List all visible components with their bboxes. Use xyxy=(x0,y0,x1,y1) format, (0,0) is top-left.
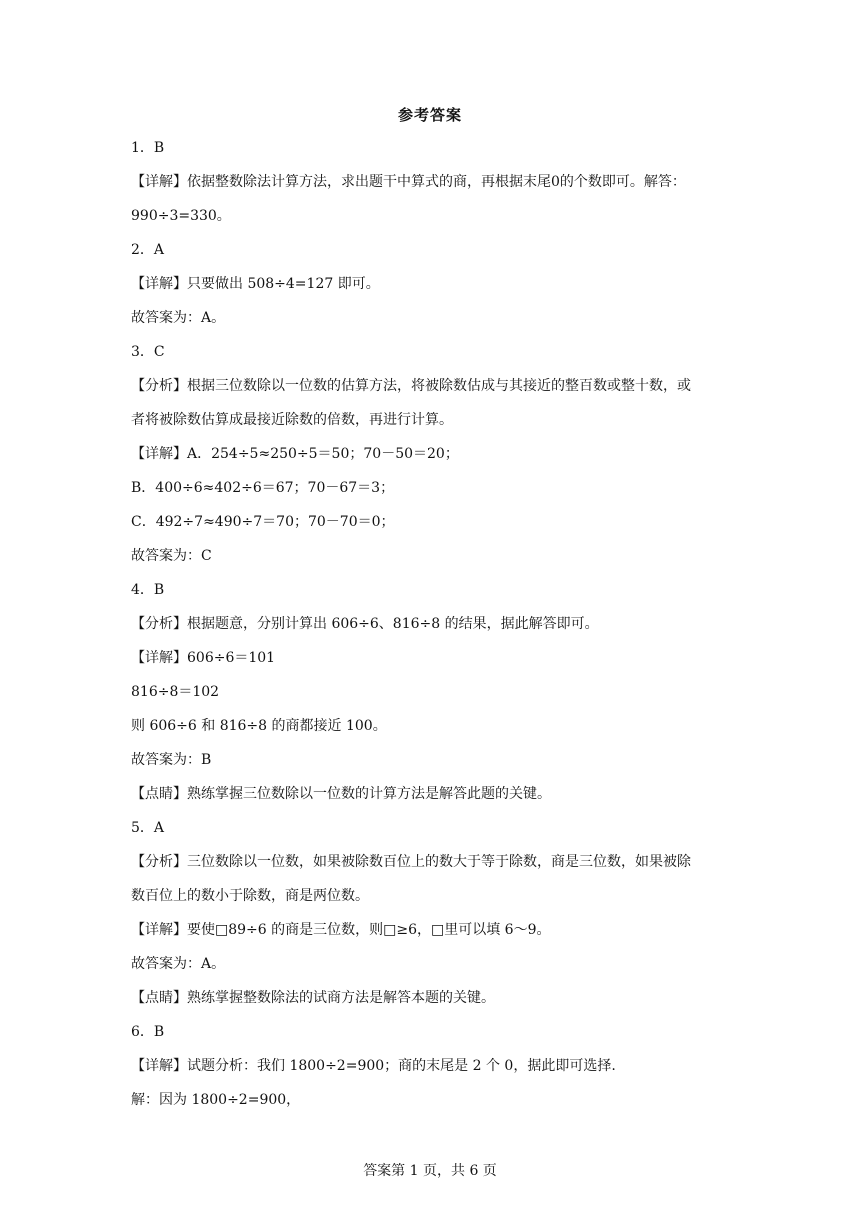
text-line: 【分析】根据题意，分别计算出 606÷6、816÷8 的结果，据此解答即可。 xyxy=(131,616,599,632)
text-line: 数百位上的数小于除数，商是两位数。 xyxy=(131,888,369,904)
text-line: 【详解】依据整数除法计算方法，求出题干中算式的商，再根据末尾0的个数即可。解答： xyxy=(131,174,686,190)
text-line: 6．B xyxy=(131,1024,165,1040)
text-line: 【详解】606÷6＝101 xyxy=(131,650,276,666)
text-line: C．492÷7≈490÷7＝70；70－70＝0； xyxy=(131,514,395,530)
text-line: 4．B xyxy=(131,582,165,598)
text-line: 【详解】只要做出 508÷4=127 即可。 xyxy=(131,276,380,292)
text-line: 则 606÷6 和 816÷8 的商都接近 100。 xyxy=(131,718,387,734)
text-line: 【详解】要使□89÷6 的商是三位数，则□≥6，□里可以填 6～9。 xyxy=(131,922,551,938)
text-line: 【分析】根据三位数除以一位数的估算方法，将被除数估成与其接近的整百数或整十数，或 xyxy=(131,378,691,394)
text-line: 【点睛】熟练掌握三位数除以一位数的计算方法是解答此题的关键。 xyxy=(131,786,551,802)
page-title: 参考答案 xyxy=(397,106,462,124)
text-line: 故答案为：B xyxy=(131,752,212,768)
answer-body xyxy=(131,131,751,1117)
text-line: 者将被除数估算成最接近除数的倍数，再进行计算。 xyxy=(131,412,453,428)
text-line: 816÷8＝102 xyxy=(131,684,220,700)
text-line: 解：因为 1800÷2=900， xyxy=(131,1092,301,1108)
text-line: 【分析】三位数除以一位数，如果被除数百位上的数大于等于除数，商是三位数，如果被除 xyxy=(131,854,691,870)
text-line: 【点睛】熟练掌握整数除法的试商方法是解答本题的关键。 xyxy=(131,990,495,1006)
text-line: 【详解】A．254÷5≈250÷5＝50；70－50＝20； xyxy=(131,446,459,462)
text-line: 故答案为：A。 xyxy=(131,956,226,972)
page-footer: 答案第 1 页，共 6 页 xyxy=(363,1163,497,1179)
text-line: B．400÷6≈402÷6＝67；70－67＝3； xyxy=(131,480,395,496)
text-line: 【详解】试题分析：我们 1800÷2=900；商的末尾是 2 个 0，据此即可选择. xyxy=(131,1058,616,1074)
text-line: 3．C xyxy=(131,344,165,360)
text-line: 5．A xyxy=(131,820,165,836)
text-line: 故答案为：A。 xyxy=(131,310,226,326)
text-line: 990÷3=330。 xyxy=(131,208,231,224)
text-line: 故答案为：C xyxy=(131,548,212,564)
text-line: 1．B xyxy=(131,140,165,156)
text-line: 2．A xyxy=(131,242,165,258)
